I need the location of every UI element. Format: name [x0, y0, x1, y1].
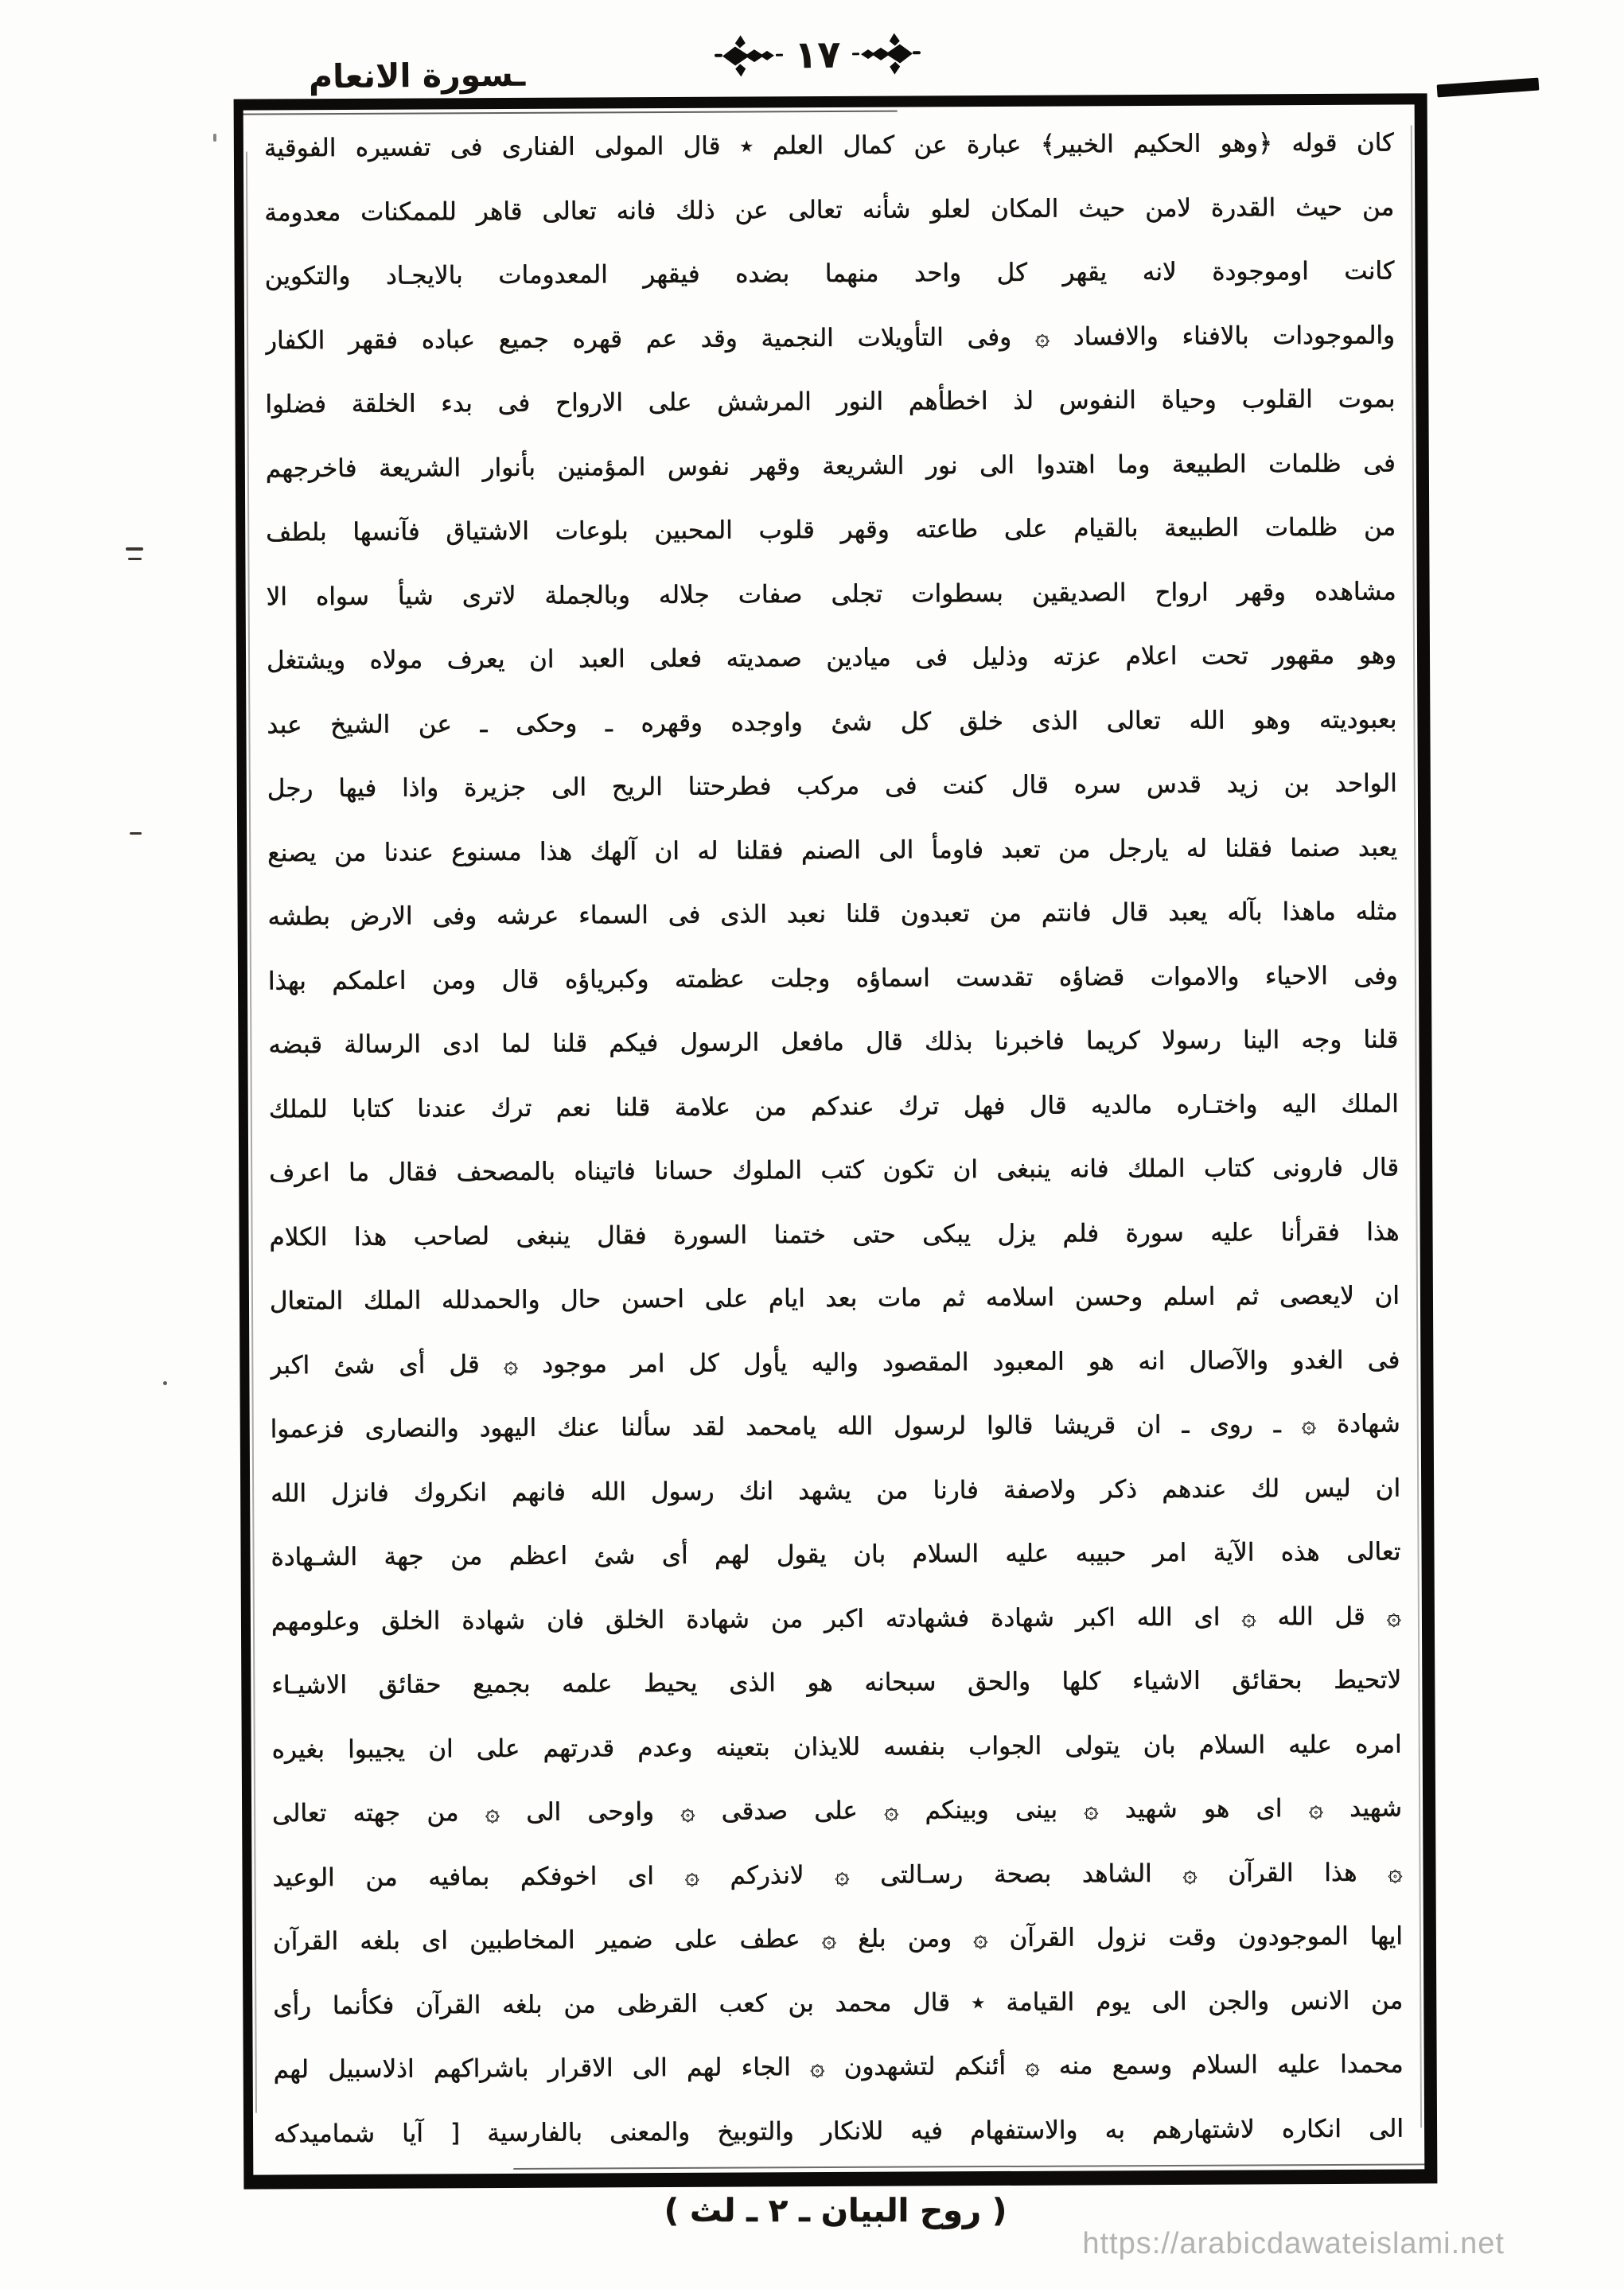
- text-line: من ظلمات الطبيعة بالقيام على طاعته وقهر قلوب المحبين بلوعات الاشتياق فآنسها بلطف: [266, 512, 1396, 547]
- text-line: الملك اليه واختـاره مالديه قال فهل ترك عندكم من علامة قلنا نعم ترك عندنا كتابا للملك: [268, 1089, 1399, 1123]
- page-number-ornament: [715, 30, 921, 80]
- text-frame: [234, 93, 1438, 2189]
- text-line: بموت القلوب وحياة النفوس لذ اخطأهم النور المرشش على الارواح فى بدء الخلقة فضلوا: [265, 384, 1396, 419]
- scan-speck: [213, 134, 216, 142]
- text-line: يعبد صنما فقلنا له يارجل من تعبد فاومأ الى الصنم فقلنا له ان آلهك هذا مسنوع عندنا من يصنع: [267, 833, 1398, 867]
- text-line: وفى الاحياء والاموات قضاؤه تقدست اسماؤه وجلت عظمته وكبرياؤه قال ومن اعلمكم بهذا: [267, 961, 1399, 995]
- text-line: وهو مقهور تحت اعلام عزته وذليل فى ميادين صمديته فعلى العبد ان يعرف مولاه ويشتغل: [266, 640, 1397, 675]
- floral-flourish-left-icon: [715, 33, 784, 80]
- text-line: ان ليس لك عندهم ذكر ولاصفة فارنا من يشهد انك رسول الله فانهم انكروك فانزل الله: [271, 1473, 1401, 1508]
- text-line: والموجودات بالافناء والافساد ۞ وفى التأويلات النجمية وقد عم قهره جميع عباده فقهر الكفار: [264, 321, 1396, 355]
- scan-speck: [128, 558, 142, 560]
- watermark-url: https://arabicdawateislami.net: [1082, 2227, 1505, 2260]
- text-line: الى انكاره لاشتهارهم به والاستفهام فيه للانكار والتوبيخ والمعنى بالفارسية [ آيا شماميدكه: [273, 2114, 1404, 2148]
- text-line: شهادة ۞ ـ روى ـ ان قريشا قالوا لرسول الله يامحمد لقد سألنا عنك اليهود والنصارى فزعموا: [270, 1409, 1400, 1444]
- text-line: مشاهده وقهر ارواح الصديقين بسطوات تجلى صفات جلاله وبالجملة لاترى شيأ سواه الا: [266, 577, 1396, 611]
- text-line: فى ظلمات الطبيعة وما اهتدوا الى نور الشريعة وقهر نفوس المؤمنين بأنوار الشريعة فاخرجهم: [265, 449, 1396, 483]
- text-line: هذا فقرأنا عليه سورة فلم يزل يبكى حتى ختمنا السورة فقال ينبغى لصاحب هذا الكلام: [269, 1217, 1400, 1252]
- text-line: ۞ هذا القرآن ۞ الشاهد بصحة رسـالتى ۞ لانذركم ۞ اى اخوفكم بمافيه من الوعيد: [272, 1858, 1403, 1892]
- page-number: ١٧: [793, 32, 841, 78]
- floral-flourish-right-icon: [851, 30, 921, 77]
- text-line: مثله ماهذا بآله يعبد قال فانتم من تعبدون قلنا نعبد الذى فى السماء عرشه وفى الارض بطشه: [267, 897, 1398, 932]
- text-line: ۞ قل الله ۞ اى الله اكبر شهادة فشهادته اكبر من شهادة الخلق فان شهادة الخلق وعلومهم: [271, 1602, 1402, 1636]
- text-line: من حيث القدرة لامن حيث المكان لعلو شأنه تعالى عن ذلك فانه تعالى قاهر للممكنات معدومة: [264, 193, 1395, 227]
- text-line: ايها الموجودون وقت نزول القرآن ۞ ومن بلغ ۞ عطف على ضمير المخاطبين اى بلغه القرآن: [272, 1921, 1403, 1956]
- text-line: شهيد ۞ اى هو شهيد ۞ بينى وبينكم ۞ على صدقى ۞ واوحى الى ۞ من جهته تعالى: [272, 1793, 1403, 1828]
- text-line: امره عليه السلام بان يتولى الجواب بنفسه للايذان بتعينه وعدم قدرتهم على ان يجيبوا بغيره: [271, 1730, 1402, 1764]
- tafsir-body-text: [243, 104, 1425, 2174]
- scan-speck: [130, 832, 142, 835]
- text-line: قلنا وجه الينا رسولا كريما فاخبرنا بذلك قال مافعل الرسول فيكم قلنا لما ادى الرسالة قبضه: [268, 1025, 1399, 1060]
- scan-speck: [163, 1381, 167, 1385]
- text-line: كان قوله ﴿وهو الحكيم الخبير﴾ عبارة عن كمال العلم ٭ قال المولى الفنارى فى تفسيره الفوقية: [263, 128, 1394, 163]
- text-line: بعبوديته وهو الله تعالى الذى خلق كل شئ واوجده وقهره ـ وحكى ـ عن الشيخ عبد: [267, 705, 1397, 739]
- text-line: فى الغدو والآصال انه هو المعبود المقصود واليه يأول كل امر موجود ۞ قل أى شئ اكبر: [270, 1345, 1400, 1380]
- text-line: لاتحيط بحقائق الاشياء كلها والحق سبحانه هو الذى يحيط علمه بجميع حقائق الاشيـاء: [271, 1665, 1402, 1700]
- surah-title: ـسورة الانعام: [308, 55, 526, 96]
- scan-speck: [126, 547, 143, 551]
- text-line: ان لايعصى ثم اسلم وحسن اسلامه ثم مات بعد ايام على احسن حال والحمدلله الملك المتعال: [269, 1281, 1400, 1316]
- text-line: تعالى هذه الآية امر حبيبه عليه السلام بان يقول لهم أى شئ اعظم من جهة الشـهادة: [271, 1537, 1401, 1572]
- text-line: كانت اوموجودة لانه يقهر كل واحد منهما بضده فيقهر المعدومات بالايجـاد والتكوين: [264, 256, 1395, 291]
- top-border-ink-smudge: [1437, 78, 1540, 98]
- text-line: محمدا عليه السلام وسمع منه ۞ أئنكم لتشهدون ۞ الجاء لهم الى الاقرار باشراكهم اذلاسبيل لهم: [273, 2050, 1404, 2085]
- text-line: قال فارونى كتاب الملك فانه ينبغى ان تكون كتب الملوك حسانا فاتيناه بالمصحف فقال ما اعرف: [269, 1153, 1400, 1188]
- text-line: الواحد بن زيد قدس سره قال كنت فى مركب فطرحتنا الريح الى جزيرة واذا فيها رجل: [267, 769, 1397, 804]
- volume-colophon: ( روح البيان ـ ٢ ـ لث ): [664, 2193, 1007, 2229]
- text-line: من الانس والجن الى يوم القيامة ٭ قال محمد بن كعب القرظى من بلغه القرآن فكأنما رأى: [273, 1986, 1404, 2020]
